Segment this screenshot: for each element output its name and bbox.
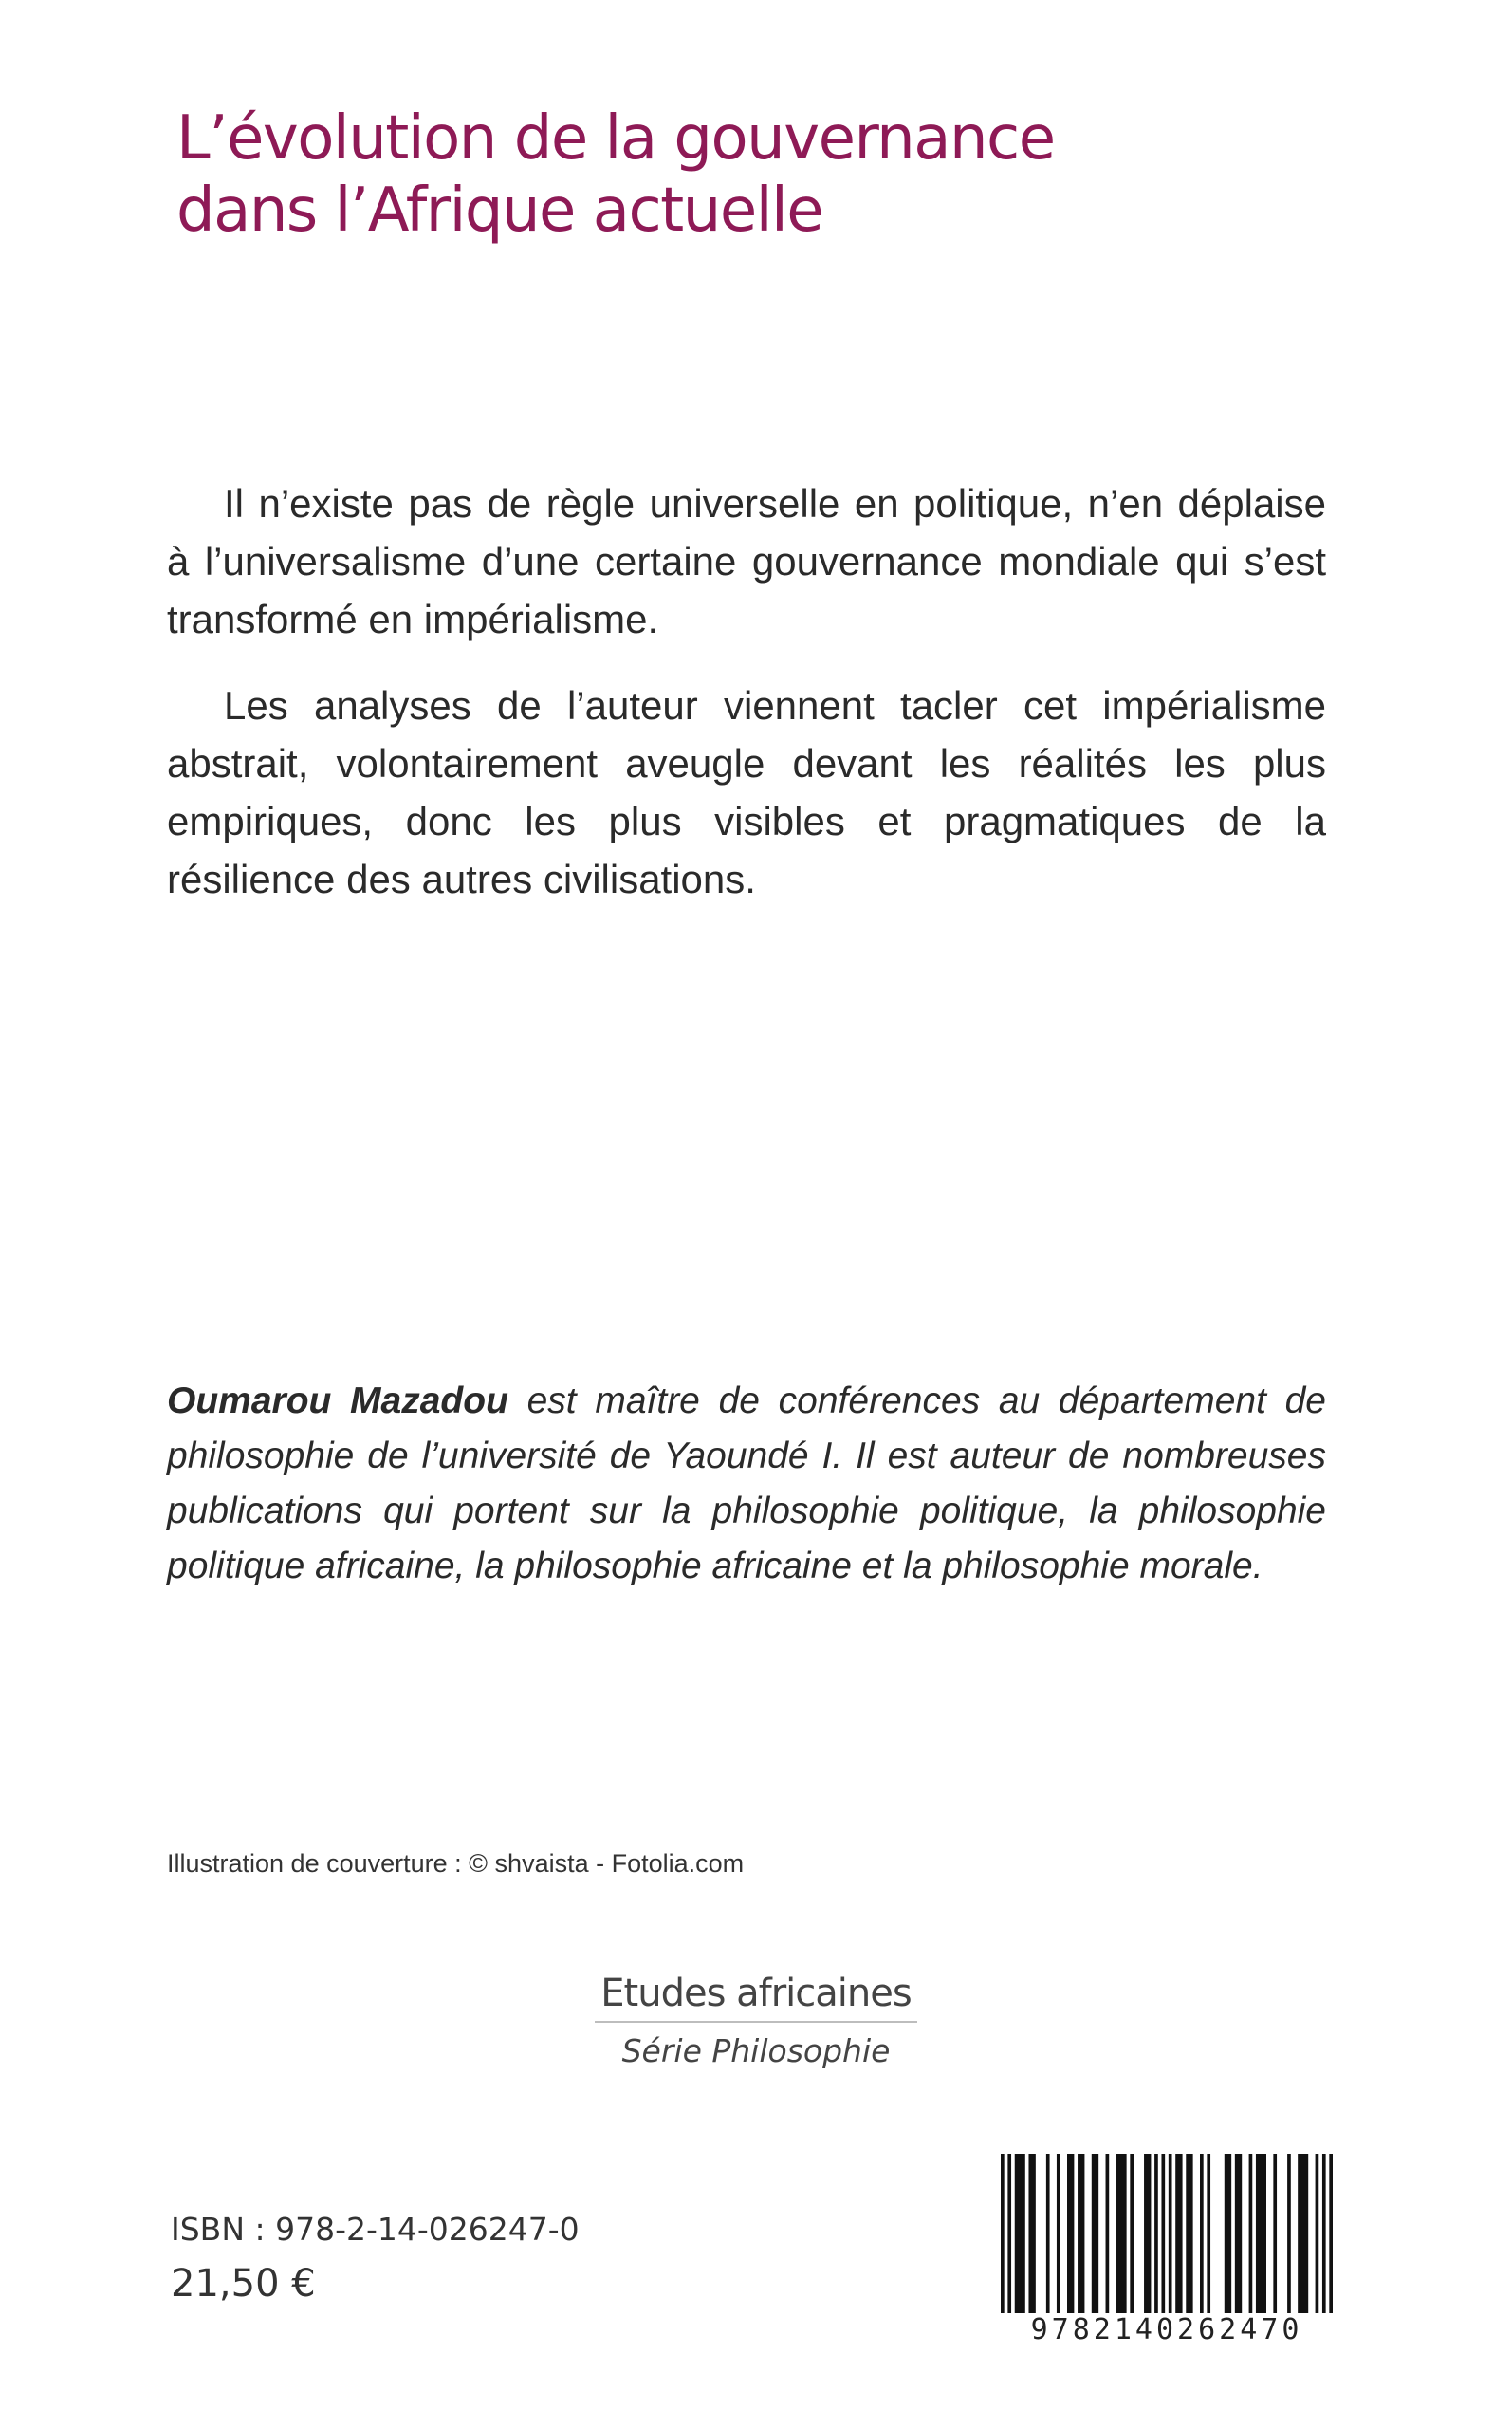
barcode-bar-25: [1287, 2154, 1291, 2313]
series-subtitle: Série Philosophie: [621, 2032, 891, 2069]
barcode: [1001, 2154, 1333, 2346]
barcode-bar-16: [1175, 2154, 1182, 2313]
cover-credit: Illustration de couverture : © shvaista - Fotolia.com: [167, 1849, 745, 1878]
isbn: ISBN : 978-2-14-026247-0: [171, 2211, 580, 2248]
barcode-digits: 9782140262470: [1030, 2313, 1303, 2346]
summary-paragraph-2: Les analyses de l’auteur viennent tacler cet impérialisme abstrait, volontairement aveugle devant les réalités les plus empiriques, donc les plus visibles et pragmatiques de la résilience des autres civilisations.: [167, 683, 1326, 901]
summary-paragraph-1: Il n’existe pas de règle universelle en politique, n’en déplaise à l’universalisme d’une certaine gouvernance mondiale qui s’est transformé en impérialisme.: [167, 481, 1326, 641]
barcode-bar-6: [1067, 2154, 1074, 2313]
barcode-bar-18: [1200, 2154, 1204, 2313]
book-title-line-2: dans l’Afrique actuelle: [176, 176, 823, 247]
series-name: Etudes africaines: [595, 1972, 916, 2023]
book-title-line-1: L’évolution de la gouvernance: [176, 103, 1055, 174]
book-title: [176, 102, 1410, 247]
barcode-bar-5: [1057, 2154, 1060, 2313]
barcode-bar-23: [1256, 2154, 1266, 2313]
barcode-icon: [1001, 2154, 1333, 2313]
barcode-bar-0: [1001, 2154, 1005, 2313]
barcode-bar-3: [1028, 2154, 1035, 2313]
barcode-bar-14: [1161, 2154, 1165, 2313]
barcode-bar-12: [1144, 2154, 1151, 2313]
barcode-bar-28: [1322, 2154, 1326, 2313]
barcode-bar-8: [1092, 2154, 1098, 2313]
barcode-bar-26: [1298, 2154, 1308, 2313]
price: 21,50 €: [171, 2262, 316, 2306]
barcode-bar-13: [1154, 2154, 1158, 2313]
barcode-bar-21: [1235, 2154, 1242, 2313]
barcode-bar-15: [1169, 2154, 1172, 2313]
barcode-bar-10: [1116, 2154, 1127, 2313]
barcode-bar-24: [1273, 2154, 1277, 2313]
barcode-bar-29: [1329, 2154, 1333, 2313]
barcode-bar-4: [1046, 2154, 1050, 2313]
barcode-bar-11: [1130, 2154, 1134, 2313]
author-bio: [167, 1374, 1326, 1594]
barcode-bar-20: [1225, 2154, 1231, 2313]
barcode-bar-9: [1106, 2154, 1110, 2313]
author-bio-text: est maître de conférences au département de philosophie de l’université de Yaoundé I. Il est auteur de nombreuses publications qui portent sur la philosophie politique, la philosophie politique africaine, la philosophie africaine et la philosophie morale.: [167, 1381, 1326, 1586]
author-name: Oumarou Mazadou: [167, 1381, 508, 1421]
series-block: [0, 1972, 1512, 2069]
barcode-bar-1: [1007, 2154, 1011, 2313]
barcode-bar-2: [1015, 2154, 1025, 2313]
barcode-bar-27: [1316, 2154, 1319, 2313]
barcode-bar-17: [1186, 2154, 1192, 2313]
barcode-bar-22: [1249, 2154, 1253, 2313]
barcode-bar-7: [1078, 2154, 1084, 2313]
summary: [167, 474, 1326, 936]
barcode-bar-19: [1207, 2154, 1210, 2313]
